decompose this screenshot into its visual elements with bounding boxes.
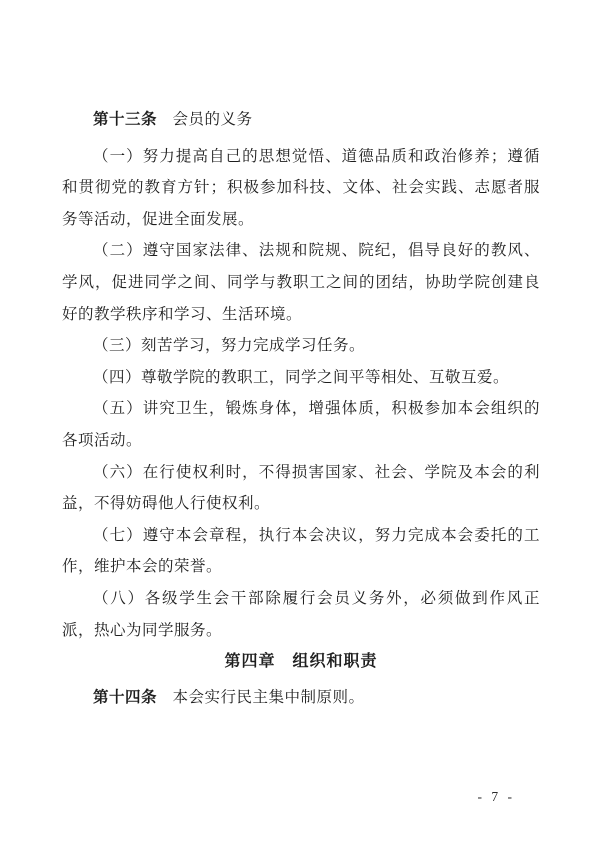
chapter-4-heading: 第四章 组织和职责 bbox=[224, 653, 378, 671]
article-13-title: 会员的义务 bbox=[172, 111, 253, 128]
page-number: - 7 - bbox=[477, 789, 515, 805]
article-14-paragraph bbox=[62, 682, 540, 714]
article-14-label: 第十四条 bbox=[93, 688, 158, 706]
article-13-heading bbox=[62, 104, 540, 136]
article-13-item-4: （四）尊敬学院的教职工，同学之间平等相处、互敬互爱。 bbox=[93, 368, 510, 386]
article-13-item-6: （六）在行使权利时，不得损害国家、社会、学院及本会的利益，不得妨碍他人行使权利。 bbox=[62, 463, 540, 513]
article-13-item-2: （二）遵守国家法律、法规和院规、院纪，倡导良好的教风、学风，促进同学之间、同学与教职工之间的团结，协助学院创建良好的教学秩序和学习、生活环境。 bbox=[62, 242, 540, 323]
article-13-item-5: （五）讲究卫生，锻炼身体，增强体质，积极参加本会组织的各项活动。 bbox=[62, 400, 540, 449]
article-13-item-7: （七）遵守本会章程，执行本会决议，努力完成本会委托的工作，维护本会的荣誉。 bbox=[62, 526, 540, 576]
article-13-item-8: （八）各级学生会干部除履行会员义务外，必须做到作风正派，热心为同学服务。 bbox=[62, 589, 540, 639]
article-13-item-1: （一）努力提高自己的思想觉悟、道德品质和政治修养；遵循和贯彻党的教育方针；积极参加科技、文体、社会实践、志愿者服务等活动，促进全面发展。 bbox=[62, 147, 540, 228]
article-13-label: 第十三条 bbox=[93, 111, 158, 128]
article-13-item-3: （三）刻苦学习，努力完成学习任务。 bbox=[93, 337, 366, 355]
article-14-text: 本会实行民主集中制原则。 bbox=[172, 688, 365, 706]
